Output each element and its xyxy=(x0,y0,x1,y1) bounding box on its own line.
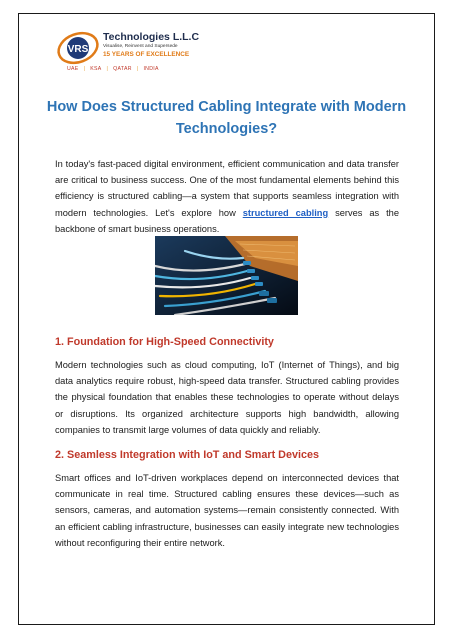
logo-regions: UAE | KSA | QATAR | INDIA xyxy=(67,66,159,72)
logo-company-name: Technologies L.L.C xyxy=(103,31,200,43)
logo-tagline: Visualise, Reinvent and Supersede xyxy=(103,44,178,49)
cabling-photo xyxy=(155,236,298,315)
region-ksa: KSA xyxy=(90,66,102,72)
company-logo xyxy=(55,30,225,76)
structured-cabling-link[interactable]: structured cabling xyxy=(242,207,329,218)
section-2-heading: 2. Seamless Integration with IoT and Smart Devices xyxy=(55,449,320,461)
article-title: How Does Structured Cabling Integrate with Modern Technologies? xyxy=(46,99,407,137)
section-2-body: Smart offices and IoT-driven workplaces depend on interconnected devices that communicate in real time. Structured cabling ensures these devices—such as sensors, cameras, and automation systems—remain consistently connected. With an efficient cabling infrastructure, businesses can easily integrate new technologies without reconfiguring their entire network. xyxy=(55,473,399,548)
region-india: INDIA xyxy=(143,66,159,72)
svg-text:VRS: VRS xyxy=(67,44,89,55)
vrs-logo-mark-icon xyxy=(55,30,101,66)
section-1-heading: 1. Foundation for High-Speed Connectivity xyxy=(55,336,274,348)
intro-paragraph xyxy=(55,156,399,237)
intro-text-before: In today's fast-paced digital environment, efficient communication and data transfer are critical to business success. One of the most fundamental elements behind this efficiency is structured cabling—a system that supports seamless integration with modern technologies. Let's explore how xyxy=(55,159,399,218)
section-1-body: Modern technologies such as cloud computing, IoT (Internet of Things), and big data analytics require robust, high-speed data transfer. Structured cabling provides the physical foundation that enables these technologies to operate without delays or disruptions. Its organized architecture supports high bandwidth, allowing companies to transmit large volumes of data quickly and reliably. xyxy=(55,360,399,435)
region-qatar: QATAR xyxy=(113,66,132,72)
intro-text-after: serves as the backbone of smart business operations. xyxy=(55,207,400,234)
region-uae: UAE xyxy=(67,66,79,72)
logo-years-badge: 15 YEARS OF EXCELLENCE xyxy=(103,51,190,58)
network-cables-image-icon xyxy=(155,236,298,315)
